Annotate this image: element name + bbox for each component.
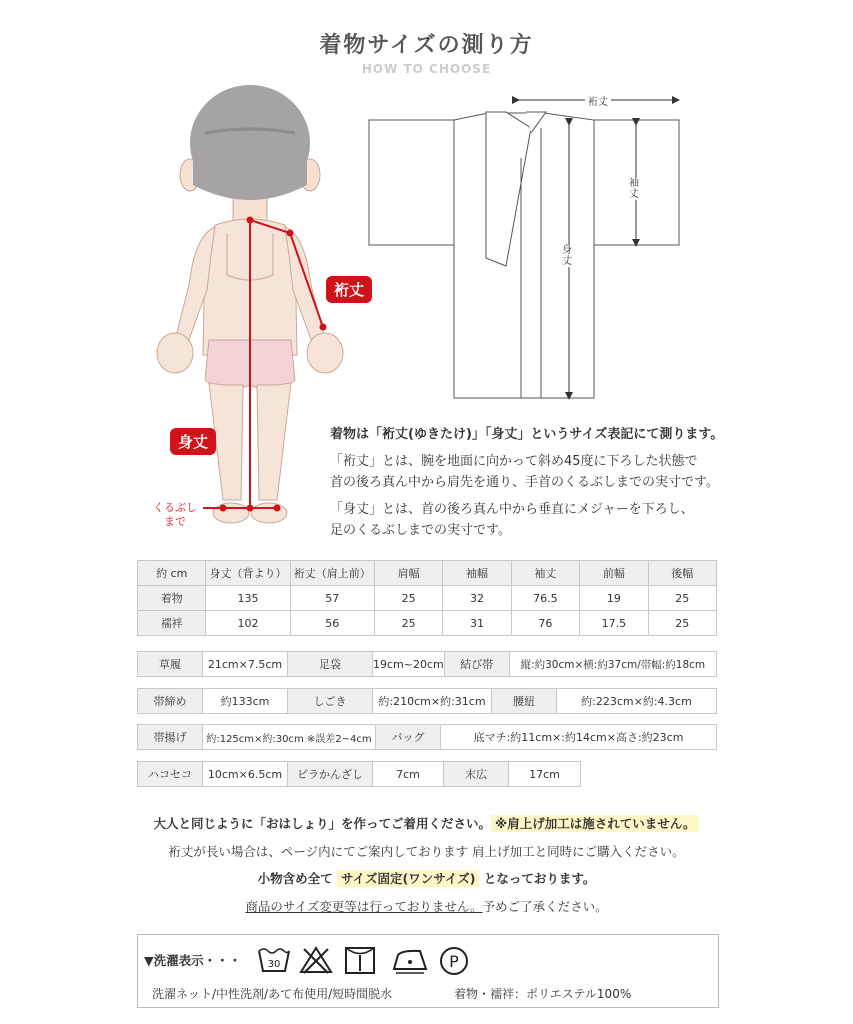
note-no-size-change: 商品のサイズ変更等は行っておりません。予めご了承ください。 (245, 899, 608, 914)
page-title: 着物サイズの測り方 (319, 33, 534, 58)
accessory-row-3: 帯揚げ 約:125cm×約:30cm ※誤差2~4cm バッグ 底マチ:約11cm×:約14cm×高さ:約23cm (137, 724, 717, 750)
care-label-title: ▼洗濯表示・・・ (144, 953, 242, 968)
svg-text:P: P (449, 952, 459, 971)
iron-low-icon (390, 945, 430, 975)
no-bleach-icon (298, 945, 334, 975)
kimono-sodetake-label: 袖 丈 (629, 178, 639, 200)
kimono-mitake-label: 身 丈 (562, 245, 572, 267)
ankle-label: くるぶし まで (153, 501, 197, 528)
note-one-size: 小物含め全て サイズ固定(ワンサイズ) となっております。 (257, 871, 596, 886)
care-instructions: 洗濯ネット/中性洗剤/あて布使用/短時間脱水 (152, 987, 393, 1001)
mitake-badge: 身丈 (170, 428, 216, 455)
kimono-diagram (366, 88, 706, 418)
care-label-box (137, 934, 719, 1008)
size-table (137, 560, 717, 636)
measurement-description: 着物は「裄丈(ゆきたけ)」「身丈」というサイズ表記にて測ります。 「裄丈」とは、腕を地面に向かって斜め45度に下ろした状態で 首の後ろ真ん中から肩先を通り、手首のくるぶしまでの実寸です。 「身丈」とは、首の後ろ真ん中から垂直にメジャーを下ろし、 足のくるぶしまでの実寸です。 (330, 427, 724, 538)
accessory-row-2: 帯締め 約133cm しごき 約:210cm×約:31cm 腰紐 約:223cm×約:4.3cm (137, 688, 717, 714)
material-info: 着物・襦袢：ポリエステル100% (454, 987, 632, 1001)
note-ohashori: 大人と同じように「おはしょり」を作ってご着用ください。 ※肩上げ加工は施されていません。 (0, 814, 853, 832)
note-kataage: 裄丈が長い場合は、ページ内にてご案内しております 肩上げ加工と同時にご購入ください。 (168, 844, 685, 859)
dry-clean-p-icon (438, 945, 470, 977)
accessory-row-4: ハコセコ 10cm×6.5cm ピラかんざし 7cm 末広 17cm (137, 761, 581, 787)
line-dry-icon (344, 945, 376, 975)
svg-text:30: 30 (267, 959, 281, 970)
table-row: 着物 135 57 25 32 76.5 19 25 (138, 586, 717, 611)
child-figure-illustration (145, 85, 360, 545)
kimono-yuki-label: 裄丈 (585, 93, 611, 108)
yuki-badge: 裄丈 (326, 276, 372, 303)
table-row: 襦袢 102 56 25 31 76 17.5 25 (138, 611, 717, 636)
size-table-header: 約 cm 身丈（背より） 裄丈（肩上前） 肩幅 袖幅 袖丈 前幅 後幅 (138, 561, 717, 586)
accessory-row-1: 草履 21cm×7.5cm 足袋 19cm~20cm 結び帯 縦:約30cm×横:約37cm/帯幅:約18cm (137, 651, 717, 677)
wash-30-icon (256, 945, 292, 975)
page-subtitle: HOW TO CHOOSE (361, 62, 492, 76)
